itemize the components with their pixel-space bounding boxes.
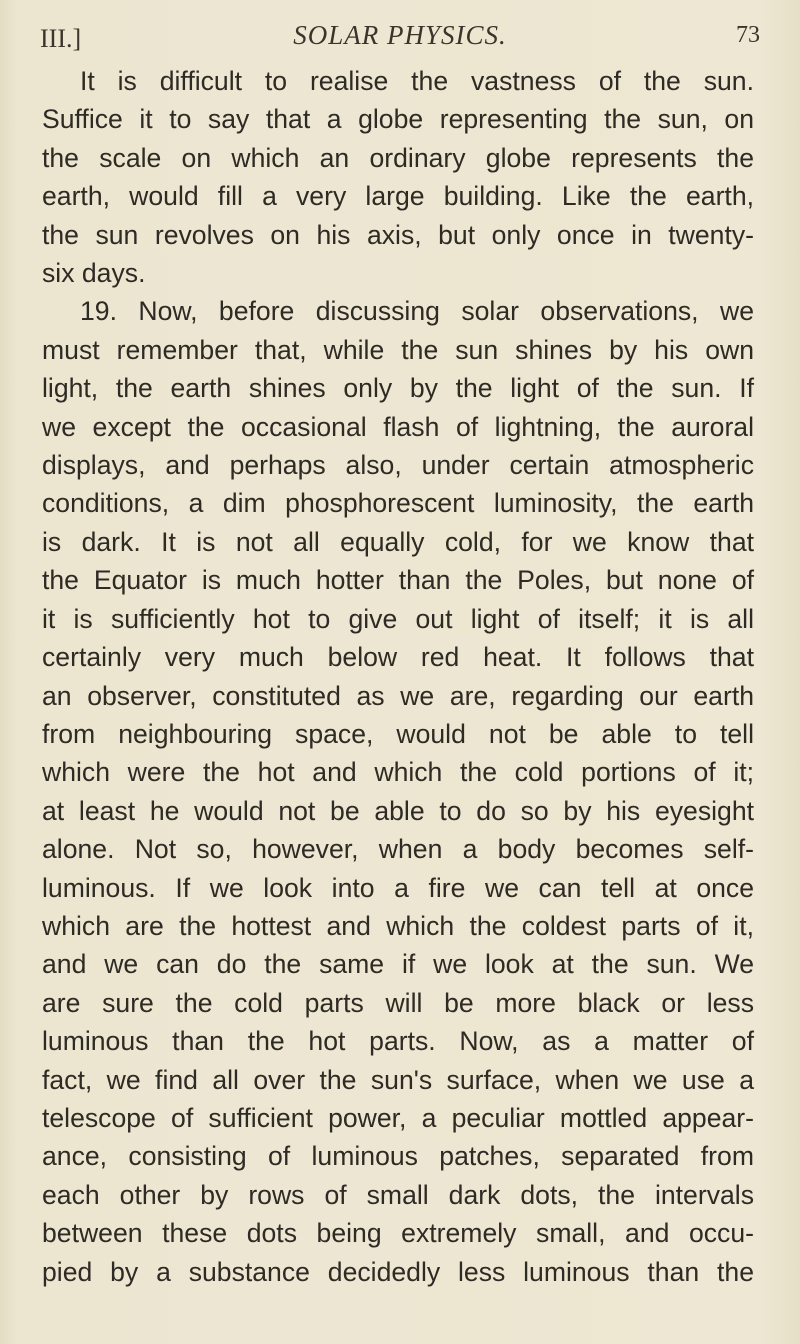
text-line: Suffice it to say that a globe representing the sun, on [42, 104, 754, 135]
text-line: between these dots being extremely small, and occu- [42, 1218, 754, 1249]
text-line: we except the occasional flash of lightning, the auroral [42, 411, 754, 442]
text-line: the sun revolves on his axis, but only once in twenty- [42, 219, 754, 250]
text-line: which are the hottest and which the coldest parts of it, [42, 910, 754, 941]
text-line: fact, we find all over the sun's surface, when we use a [42, 1064, 754, 1095]
text-line: earth, would fill a very large building. Like the earth, [42, 181, 754, 212]
running-head-title: SOLAR PHYSICS. [293, 20, 507, 50]
text-line: is dark. It is not all equally cold, for we know that [42, 526, 754, 557]
text-line: displays, and perhaps also, under certain atmospheric [42, 450, 754, 481]
text-line: luminous than the hot parts. Now, as a matter of [42, 1026, 754, 1057]
text-line: conditions, a dim phosphorescent luminosity, the earth [42, 488, 754, 519]
text-line: and we can do the same if we look at the sun. We [42, 949, 754, 980]
text-line: which were the hot and which the cold portions of it; [42, 757, 754, 788]
text-line: six days. [42, 258, 146, 289]
text-line: telescope of sufficient power, a peculiar mottled appear- [42, 1102, 754, 1133]
paragraph-19-start: 19. Now, before discussing solar observations, we [80, 296, 754, 327]
page-number: 73 [736, 22, 760, 48]
text-line: certainly very much below red heat. It follows that [42, 642, 754, 673]
text-line: It is difficult to realise the vastness of the sun. [80, 66, 754, 96]
text-line: pied by a substance decidedly less luminous than the [42, 1256, 754, 1287]
text-line: from neighbouring space, would not be able to tell [42, 718, 754, 749]
text-line: the Equator is much hotter than the Poles, but none of [42, 565, 754, 596]
body-text [42, 62, 754, 1291]
chapter-marker: III.] [40, 24, 82, 53]
text-line: must remember that, while the sun shines by his own [42, 334, 754, 365]
text-line: light, the earth shines only by the light of the sun. If [42, 373, 754, 404]
text-line: an observer, constituted as we are, regarding our earth [42, 680, 754, 711]
text-line: the scale on which an ordinary globe represents the [42, 142, 754, 173]
text-line: are sure the cold parts will be more black or less [42, 987, 754, 1018]
text-line: alone. Not so, however, when a body becomes self- [42, 834, 754, 865]
text-line: luminous. If we look into a fire we can tell at once [42, 872, 754, 903]
text-line: each other by rows of small dark dots, the intervals [42, 1179, 754, 1210]
page-header [40, 16, 760, 56]
text-line: it is sufficiently hot to give out light of itself; it is all [42, 603, 754, 634]
text-line: ance, consisting of luminous patches, separated from [42, 1141, 754, 1172]
text-line: at least he would not be able to do so by his eyesight [42, 795, 754, 826]
